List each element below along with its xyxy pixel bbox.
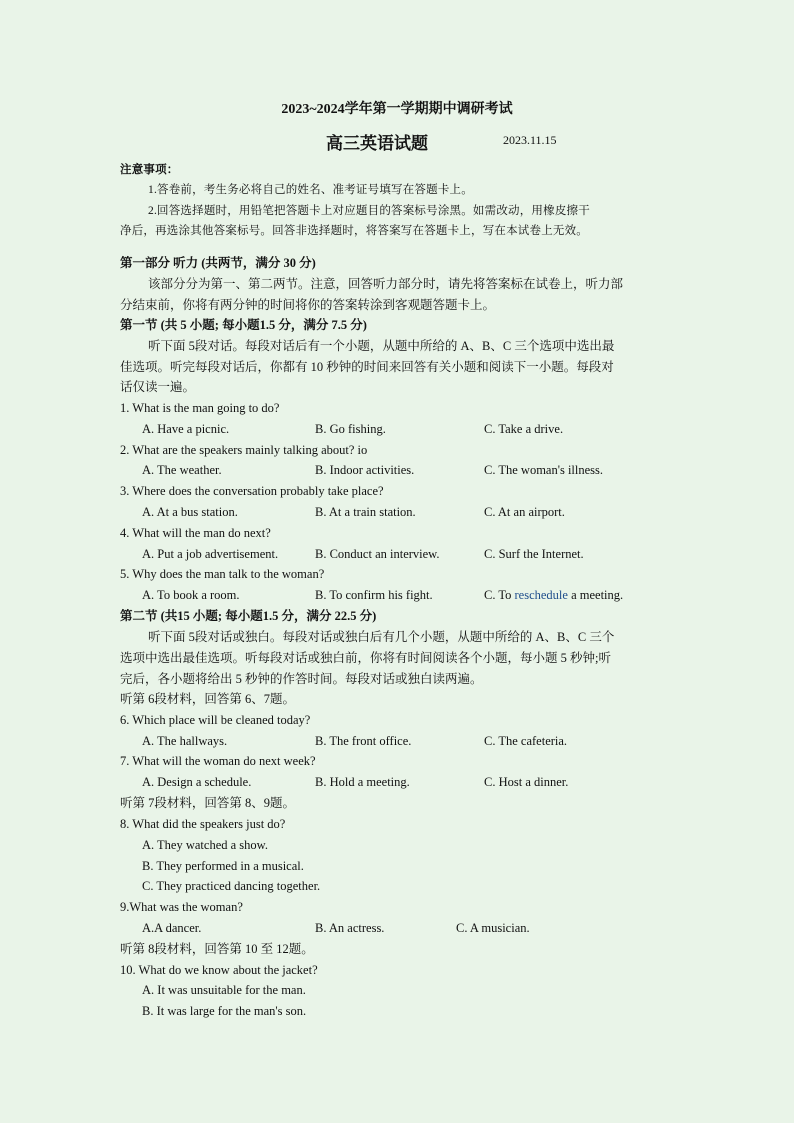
exam-date: 2023.11.15 — [503, 133, 557, 147]
q4-option-a: A. Put a job advertisement. — [142, 547, 279, 561]
question-8: 8. What did the speakers just do? — [120, 817, 286, 831]
q10-option-b: B. It was large for the man's son. — [142, 1004, 307, 1018]
question-3: 3. Where does the conversation probably take place? — [120, 484, 384, 498]
q3-option-b: B. At a train station. — [315, 505, 416, 519]
notice-label: 注意事项： — [120, 164, 179, 176]
question-9: 9.What was the woman? — [120, 900, 243, 914]
section2-intro-cont2: 完后，各小题将给出 5 秒钟的作答时间。每段对话或独白读两遍。 — [120, 672, 483, 686]
section1-heading: 第一节 (共 5 小题; 每小题1.5 分，满分 7.5 分) — [120, 318, 367, 332]
q5-option-c — [484, 585, 623, 605]
material-8-instruction: 听第 8段材料，回答第 10 至 12题。 — [120, 942, 314, 956]
q4-option-b: B. Conduct an interview. — [315, 547, 440, 561]
notice-item-1: 1.答卷前，考生务必将自己的姓名、准考证号填写在答题卡上。 — [148, 184, 473, 196]
question-1: 1. What is the man going to do? — [120, 401, 280, 415]
part1-heading: 第一部分 听力 (共两节，满分 30 分) — [120, 256, 316, 270]
section2-intro: 听下面 5段对话或独白。每段对话或独白后有几个小题，从题中所给的 A、B、C 三个 — [148, 630, 615, 644]
q3-option-c: C. At an airport. — [484, 505, 565, 519]
q6-option-a: A. The hallways. — [142, 734, 228, 748]
question-10: 10. What do we know about the jacket? — [120, 963, 318, 977]
q5-option-b: B. To confirm his fight. — [315, 588, 433, 602]
section2-intro-cont: 选项中选出最佳选项。听每段对话或独白前，你将有时间阅读各个小题，每小题 5 秒钟;听 — [120, 651, 611, 665]
q8-option-c: C. They practiced dancing together. — [142, 879, 321, 893]
q5-option-a: A. To book a room. — [142, 588, 240, 602]
q6-option-c: C. The cafeteria. — [484, 734, 568, 748]
q10-option-a: A. It was unsuitable for the man. — [142, 983, 306, 997]
notice-item-2: 2.回答选择题时，用铅笔把答题卡上对应题目的答案标号涂黑。如需改动，用橡皮擦干 — [148, 205, 590, 217]
q5-option-c-highlight: reschedule — [514, 588, 568, 602]
part1-intro-cont: 分结束前，你将有两分钟的时间将你的答案转涂到客观题答题卡上。 — [120, 298, 496, 312]
q6-option-b: B. The front office. — [315, 734, 412, 748]
q5-option-c-prefix: C. To — [484, 588, 515, 602]
exam-subtitle: 高三英语试题 — [326, 134, 428, 153]
q9-option-b: B. An actress. — [315, 921, 385, 935]
q1-option-b: B. Go fishing. — [315, 422, 386, 436]
section1-intro: 听下面 5段对话。每段对话后有一个小题，从题中所给的 A、B、C 三个选项中选出最 — [148, 339, 615, 353]
question-2: 2. What are the speakers mainly talking about? io — [120, 443, 368, 457]
part1-intro: 该部分分为第一、第二两节。注意，回答听力部分时，请先将答案标在试卷上，听力部 — [148, 277, 624, 291]
q9-option-a: A.A dancer. — [142, 921, 202, 935]
q9-option-c: C. A musician. — [456, 921, 530, 935]
question-6: 6. Which place will be cleaned today? — [120, 713, 311, 727]
q1-option-a: A. Have a picnic. — [142, 422, 230, 436]
q2-option-b: B. Indoor activities. — [315, 463, 415, 477]
material-6-instruction: 听第 6段材料，回答第 6、7题。 — [120, 692, 296, 706]
q5-option-c-suffix: a meeting. — [567, 588, 624, 602]
section2-heading: 第二节 (共15 小题; 每小题1.5 分，满分 22.5 分) — [120, 609, 377, 623]
section1-intro-cont2: 话仅读一遍。 — [120, 380, 196, 394]
q2-option-c: C. The woman's illness. — [484, 463, 604, 477]
q3-option-a: A. At a bus station. — [142, 505, 238, 519]
material-7-instruction: 听第 7段材料，回答第 8、9题。 — [120, 796, 296, 810]
q8-option-b: B. They performed in a musical. — [142, 859, 304, 873]
q7-option-c: C. Host a dinner. — [484, 775, 569, 789]
q7-option-b: B. Hold a meeting. — [315, 775, 410, 789]
notice-item-2-cont: 净后，再选涂其他答案标号。回答非选择题时，将答案写在答题卡上，写在本试卷上无效。 — [120, 225, 588, 237]
q4-option-c: C. Surf the Internet. — [484, 547, 584, 561]
q2-option-a: A. The weather. — [142, 463, 222, 477]
question-4: 4. What will the man do next? — [120, 526, 271, 540]
q8-option-a: A. They watched a show. — [142, 838, 269, 852]
q7-option-a: A. Design a schedule. — [142, 775, 252, 789]
exam-title: 2023~2024学年第一学期期中调研考试 — [281, 102, 513, 117]
question-5: 5. Why does the man talk to the woman? — [120, 567, 325, 581]
q1-option-c: C. Take a drive. — [484, 422, 564, 436]
section1-intro-cont: 佳选项。听完每段对话后，你都有 10 秒钟的时间来回答有关小题和阅读下一小题。每段对 — [120, 360, 614, 374]
question-7: 7. What will the woman do next week? — [120, 754, 316, 768]
